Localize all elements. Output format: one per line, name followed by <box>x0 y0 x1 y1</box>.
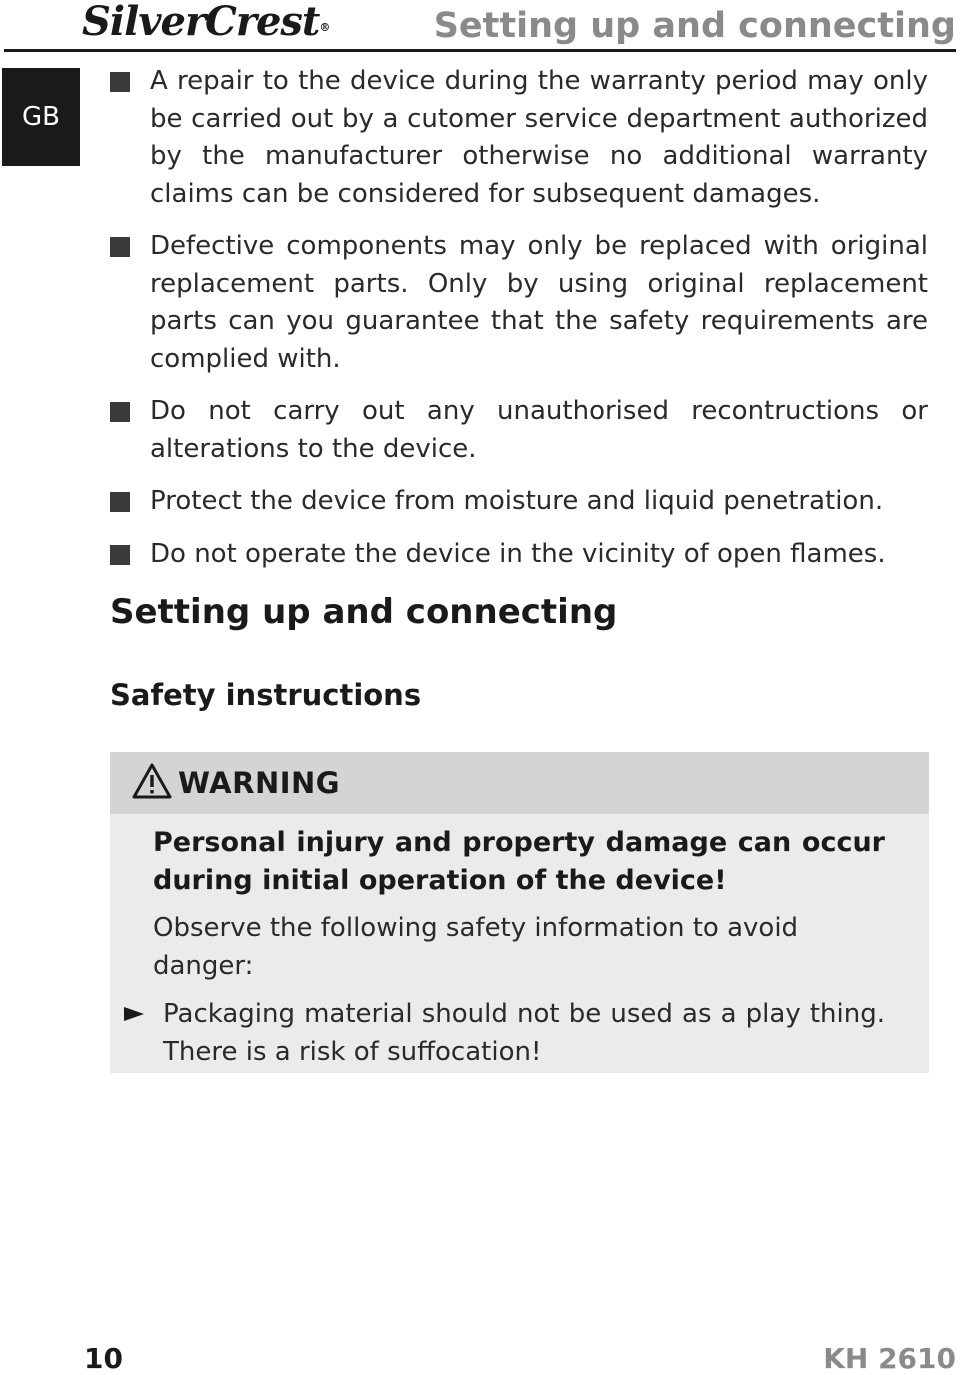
registered-mark: ® <box>319 21 330 34</box>
square-bullet-icon <box>110 402 130 422</box>
model-number: KH 2610 <box>823 1342 956 1375</box>
bullet-text: Do not operate the device in the vicinity of open flames. <box>150 538 886 569</box>
square-bullet-icon <box>110 545 130 565</box>
square-bullet-icon <box>110 492 130 512</box>
warning-list-item <box>153 995 885 1071</box>
warning-triangle-icon <box>132 762 172 800</box>
bullet-text: Defective components may only be replaced with original replacement parts. Only by using original replacement parts can you guarantee that the safety requirements are complied with. <box>150 231 928 374</box>
bullet-item <box>110 228 928 378</box>
bullet-item <box>110 483 928 521</box>
bullet-item <box>110 393 928 468</box>
bullet-text: A repair to the device during the warranty period may only be carried out by a cutomer service department authorized by the manufacturer otherwise no additional warranty claims can be considered for subsequent damages. <box>150 66 928 209</box>
language-tab: GB <box>2 68 80 166</box>
warning-item-text: Packaging material should not be used as a play thing. There is a risk of suffocation! <box>163 999 885 1067</box>
warning-heading: Personal injury and property damage can occur during initial operation of the device! <box>153 827 885 896</box>
square-bullet-icon <box>110 72 130 92</box>
brand-logo <box>82 0 329 44</box>
bullet-text: Do not carry out any unauthorised recontructions or alterations to the device. <box>150 396 928 464</box>
warning-header <box>110 752 929 814</box>
header-section-title: Setting up and connecting <box>433 6 956 46</box>
warning-box <box>110 752 929 1073</box>
section-title: Setting up and connecting <box>110 592 618 632</box>
bullet-text: Protect the device from moisture and liquid penetration. <box>150 486 884 516</box>
header-divider <box>4 49 956 52</box>
warning-label: WARNING <box>178 766 341 800</box>
brand-name: SilverCrest <box>82 0 320 45</box>
bullet-item <box>110 63 928 213</box>
square-bullet-icon <box>110 237 130 257</box>
page-number: 10 <box>84 1342 123 1375</box>
bullet-item <box>110 536 928 574</box>
bullet-list <box>110 63 928 588</box>
warning-intro: Observe the following safety information to avoid danger: <box>153 913 799 981</box>
warning-body <box>110 814 929 1071</box>
subsection-title: Safety instructions <box>110 678 422 712</box>
arrow-bullet-icon <box>124 1007 144 1021</box>
